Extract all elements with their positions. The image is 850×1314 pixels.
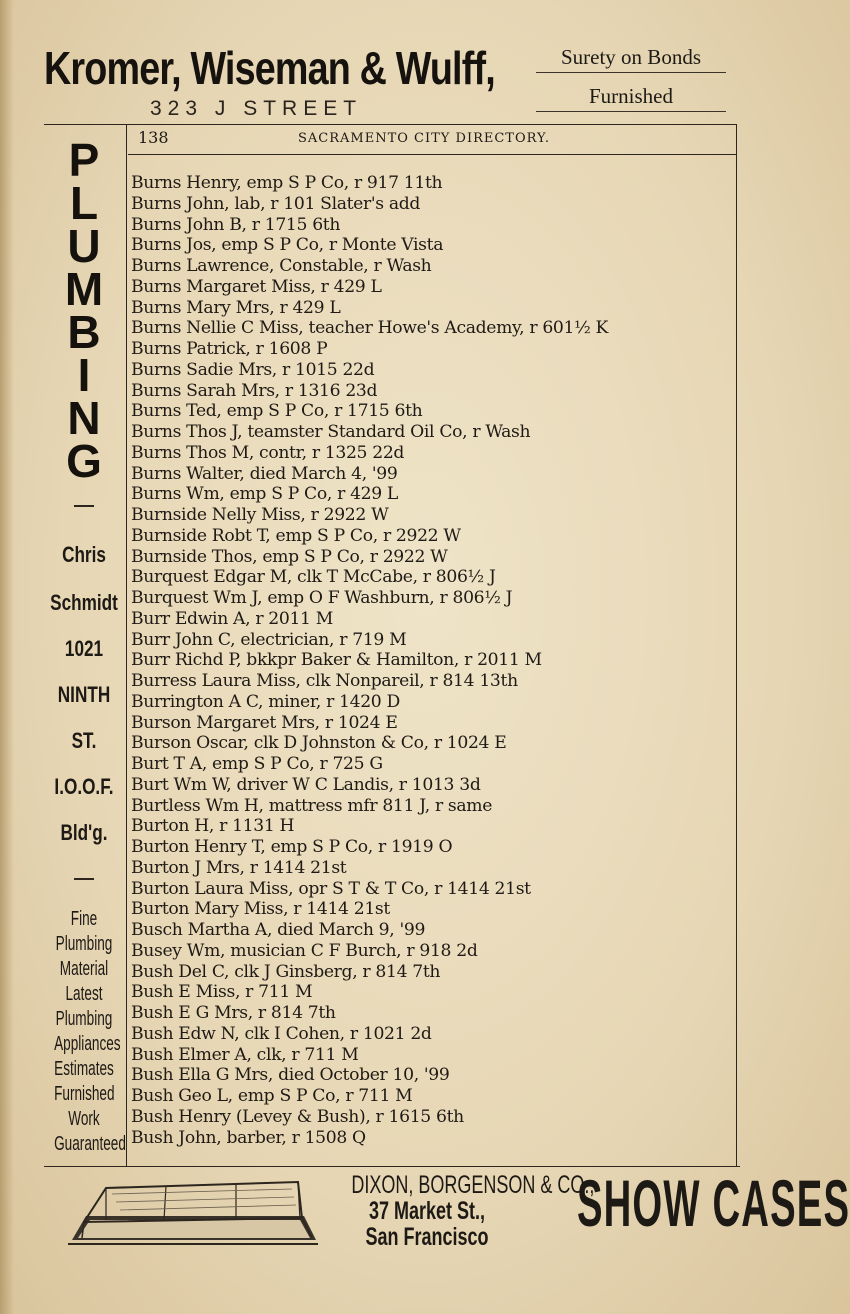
- directory-entry: Burns Patrick, r 1608 P: [131, 339, 328, 359]
- directory-entry: Burton Mary Miss, r 1414 21st: [131, 899, 390, 920]
- directory-entry: Burns Jos, emp S P Co, r Monte Vista: [131, 235, 444, 256]
- ad-top-firm-name: Kromer, Wiseman & Wulff,: [44, 42, 495, 94]
- ad-top-service-line-1: Surety on Bonds: [560, 45, 701, 69]
- directory-entry: Burr Edwin A, r 2011 M: [131, 608, 334, 629]
- sidebar-service-line: Material: [59, 958, 109, 980]
- sidebar-address-line: ST.: [71, 728, 97, 753]
- directory-entry: Burton J Mrs, r 1414 21st: [131, 857, 347, 878]
- sidebar-service-line: Plumbing: [55, 1008, 113, 1030]
- sidebar-name-line: Schmidt: [50, 590, 118, 615]
- page-edge-shadow: [0, 0, 14, 1314]
- ad-bottom-city: San Francisco: [365, 1223, 489, 1251]
- directory-entry: Burns John, lab, r 101 Slater's add: [131, 193, 421, 214]
- sidebar-advertisement: [40, 130, 128, 1165]
- directory-entry: Burnside Nelly Miss, r 2922 W: [131, 505, 389, 525]
- directory-entry: Burquest Edgar M, clk T McCabe, r 806½ J: [131, 567, 496, 588]
- directory-entry: Burton Henry T, emp S P Co, r 1919 O: [131, 837, 453, 857]
- directory-entry: Burr John C, electrician, r 719 M: [131, 629, 407, 650]
- directory-entry: Burton Laura Miss, opr S T & T Co, r 1414 21st: [131, 878, 531, 899]
- plumbing-letter: N: [67, 392, 101, 444]
- sidebar-service-line: Estimates: [54, 1058, 114, 1080]
- ad-bottom-product: SHOW CASES: [576, 1166, 850, 1240]
- directory-entry: Burns Sadie Mrs, r 1015 22d: [131, 359, 375, 380]
- ad-top-underline-2: [536, 111, 726, 112]
- plumbing-letter: G: [66, 435, 102, 487]
- directory-entry: Burrington A C, miner, r 1420 D: [131, 691, 400, 712]
- directory-entry: Burns John B, r 1715 6th: [131, 214, 341, 235]
- directory-entry: Burns Henry, emp S P Co, r 917 11th: [131, 173, 443, 193]
- sidebar-separator: [74, 505, 94, 507]
- directory-entry: Burns Walter, died March 4, '99: [131, 463, 398, 484]
- sidebar-address-line: NINTH: [57, 682, 111, 707]
- directory-entry: Burress Laura Miss, clk Nonpareil, r 814 13th: [131, 671, 518, 691]
- sidebar-service-line: Guaranteed: [54, 1133, 126, 1155]
- directory-entry: Burt T A, emp S P Co, r 725 G: [131, 754, 383, 774]
- directory-entry: Busch Martha A, died March 9, '99: [131, 920, 426, 940]
- directory-entry: Bush Del C, clk J Ginsberg, r 814 7th: [131, 961, 441, 982]
- directory-entry: Bush Elmer A, clk, r 711 M: [131, 1044, 359, 1065]
- page-number: 138: [138, 128, 169, 147]
- directory-entry: Burns Ted, emp S P Co, r 1715 6th: [131, 401, 423, 422]
- page-title: SACRAMENTO CITY DIRECTORY.: [298, 131, 551, 146]
- directory-entry: Burns Sarah Mrs, r 1316 23d: [131, 380, 378, 401]
- header-rule: [128, 154, 736, 155]
- directory-entry: Burns Nellie C Miss, teacher Howe's Academy, r 601½ K: [131, 318, 608, 339]
- sidebar-building-line: I.O.O.F.: [54, 774, 114, 799]
- directory-entries: [131, 173, 731, 1148]
- frame-top-rule: [44, 124, 736, 125]
- directory-entry: Bush Geo L, emp S P Co, r 711 M: [131, 1086, 413, 1106]
- ad-bottom-address: 37 Market St.,: [368, 1197, 486, 1225]
- plumbing-letter: M: [64, 263, 104, 315]
- sidebar-separator: [74, 878, 94, 880]
- directory-entry: Burns Mary Mrs, r 429 L: [131, 297, 341, 318]
- ad-bottom-company-block: [351, 1171, 595, 1251]
- sidebar-address-line: 1021: [64, 636, 104, 661]
- sidebar-service-line: Furnished: [54, 1083, 115, 1105]
- ad-top-underline-1: [536, 72, 726, 73]
- sidebar-service-line: Plumbing: [55, 933, 113, 955]
- directory-entry: Burnside Robt T, emp S P Co, r 2922 W: [131, 525, 461, 546]
- directory-entry: Bush Henry (Levey & Bush), r 1615 6th: [131, 1106, 464, 1127]
- directory-entry: Bush E G Mrs, r 814 7th: [131, 1003, 336, 1023]
- frame-right-rule: [736, 124, 737, 1166]
- directory-entry: Burquest Wm J, emp O F Washburn, r 806½ J: [131, 588, 513, 608]
- sidebar-building-line: Bld'g.: [60, 820, 108, 845]
- ad-top-services: [532, 42, 730, 120]
- directory-entry: Bush Edw N, clk I Cohen, r 1021 2d: [131, 1023, 432, 1044]
- directory-entry: Burtless Wm H, mattress mfr 811 J, r same: [131, 795, 493, 816]
- ad-bottom-company: DIXON, BORGENSON & CO.,: [351, 1171, 595, 1199]
- ad-top-street: 323 J STREET: [150, 97, 363, 120]
- ad-top-service-line-2: Furnished: [589, 84, 673, 108]
- sidebar-name-line: Chris: [62, 542, 106, 567]
- sidebar-service-line: Work: [68, 1108, 100, 1130]
- show-case-icon: [66, 1176, 318, 1252]
- directory-entry: Bush John, barber, r 1508 Q: [131, 1127, 366, 1148]
- directory-entry: Burns Lawrence, Constable, r Wash: [131, 256, 432, 276]
- sidebar-service-line: Latest: [65, 983, 103, 1005]
- directory-entry: Burson Margaret Mrs, r 1024 E: [131, 712, 398, 733]
- plumbing-letter: I: [77, 349, 91, 401]
- directory-entry: Burns Thos J, teamster Standard Oil Co, r Wash: [131, 422, 531, 442]
- directory-entry: Burns Margaret Miss, r 429 L: [131, 276, 382, 297]
- directory-entry: Burr Richd P, bkkpr Baker & Hamilton, r 2011 M: [131, 650, 542, 671]
- directory-entry: Burton H, r 1131 H: [131, 816, 295, 837]
- sidebar-service-line: Fine: [70, 908, 98, 930]
- directory-entry: Burns Thos M, contr, r 1325 22d: [131, 442, 405, 463]
- directory-entry: Burns Wm, emp S P Co, r 429 L: [131, 484, 398, 505]
- directory-entry: Burnside Thos, emp S P Co, r 2922 W: [131, 546, 448, 567]
- directory-entry: Burson Oscar, clk D Johnston & Co, r 1024 E: [131, 733, 507, 754]
- plumbing-letter: P: [68, 134, 100, 186]
- directory-entry: Burt Wm W, driver W C Landis, r 1013 3d: [131, 774, 481, 795]
- directory-entry: Bush E Miss, r 711 M: [131, 982, 313, 1003]
- directory-entry: Bush Ella G Mrs, died October 10, '99: [131, 1065, 450, 1086]
- directory-entry: Busey Wm, musician C F Burch, r 918 2d: [131, 940, 478, 961]
- plumbing-letter: U: [67, 220, 101, 272]
- sidebar-service-line: Appliances: [54, 1033, 121, 1055]
- plumbing-letter: B: [67, 306, 101, 358]
- plumbing-letter: L: [69, 177, 99, 229]
